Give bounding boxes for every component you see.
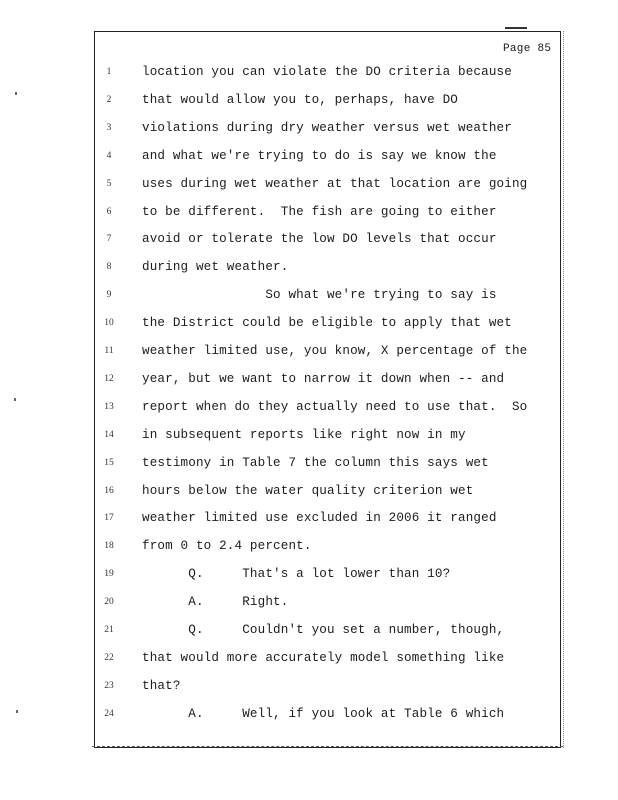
line-number: 18 xyxy=(104,541,114,552)
transcript-line: the District could be eligible to apply that wet xyxy=(142,316,512,331)
transcript-line: weather limited use, you know, X percentage of the xyxy=(142,344,528,358)
transcript-line: testimony in Table 7 the column this says wet xyxy=(142,455,489,470)
transcript-line: avoid or tolerate the low DO levels that occur xyxy=(142,232,497,247)
transcript-line: A. Well, if you look at Table 6 which xyxy=(142,706,505,721)
transcript-line: from 0 to 2.4 percent. xyxy=(142,539,312,554)
line-number: 6 xyxy=(106,206,112,217)
line-number: 12 xyxy=(104,373,114,384)
line-number: 7 xyxy=(106,234,112,245)
scan-speck xyxy=(16,710,18,713)
line-number: 5 xyxy=(106,178,112,189)
transcript-line: Q. That's a lot lower than 10? xyxy=(142,567,451,582)
transcript-line: A. Right. xyxy=(142,595,289,610)
line-number: 4 xyxy=(106,150,112,161)
transcript-line: So what we're trying to say is xyxy=(142,288,497,303)
line-number: 2 xyxy=(106,94,112,105)
line-number: 15 xyxy=(104,457,114,468)
line-number: 14 xyxy=(104,429,114,440)
transcript-line: uses during wet weather at that location are going xyxy=(142,176,528,191)
line-number: 13 xyxy=(104,401,114,412)
line-number: 16 xyxy=(104,485,114,496)
transcript-line: in subsequent reports like right now in my xyxy=(142,427,466,442)
line-number: 11 xyxy=(104,346,114,356)
transcript-line: that would more accurately model something like xyxy=(142,650,505,665)
line-number: 22 xyxy=(104,652,114,663)
line-number: 23 xyxy=(104,680,114,691)
transcript-line: to be different. The fish are going to either xyxy=(142,204,497,219)
transcript-line: Q. Couldn't you set a number, though, xyxy=(142,623,505,637)
page-right-edge xyxy=(563,31,566,748)
transcript-line: and what we're trying to do is say we know the xyxy=(142,148,497,163)
transcript-line: year, but we want to narrow it down when -- and xyxy=(142,371,505,386)
transcript-line: report when do they actually need to use that. So xyxy=(142,399,528,414)
scan-speck xyxy=(15,92,17,95)
transcript-line: that? xyxy=(142,678,181,693)
line-number: 24 xyxy=(104,708,114,719)
bottom-scan-edge xyxy=(92,746,563,749)
transcript-line: that would allow you to, perhaps, have DO xyxy=(142,92,459,107)
line-number: 9 xyxy=(106,290,112,301)
top-scan-mark xyxy=(505,27,527,29)
line-number: 10 xyxy=(104,318,114,329)
transcript-line: weather limited use excluded in 2006 it ranged xyxy=(142,511,497,526)
line-number: 1 xyxy=(106,67,112,77)
transcript-line: hours below the water quality criterion wet xyxy=(142,483,474,498)
line-number: 19 xyxy=(104,569,114,580)
transcript-page-border xyxy=(94,31,561,748)
transcript-line: violations during dry weather versus wet weather xyxy=(142,120,512,135)
line-number: 20 xyxy=(104,597,114,608)
scan-speck xyxy=(14,398,16,401)
transcript-line: during wet weather. xyxy=(142,260,289,275)
line-number: 21 xyxy=(104,625,114,635)
line-number: 17 xyxy=(104,513,114,524)
line-number: 3 xyxy=(106,122,112,133)
line-number: 8 xyxy=(106,262,112,273)
transcript-line: location you can violate the DO criteria because xyxy=(142,65,512,79)
page-number: Page 85 xyxy=(503,43,552,55)
